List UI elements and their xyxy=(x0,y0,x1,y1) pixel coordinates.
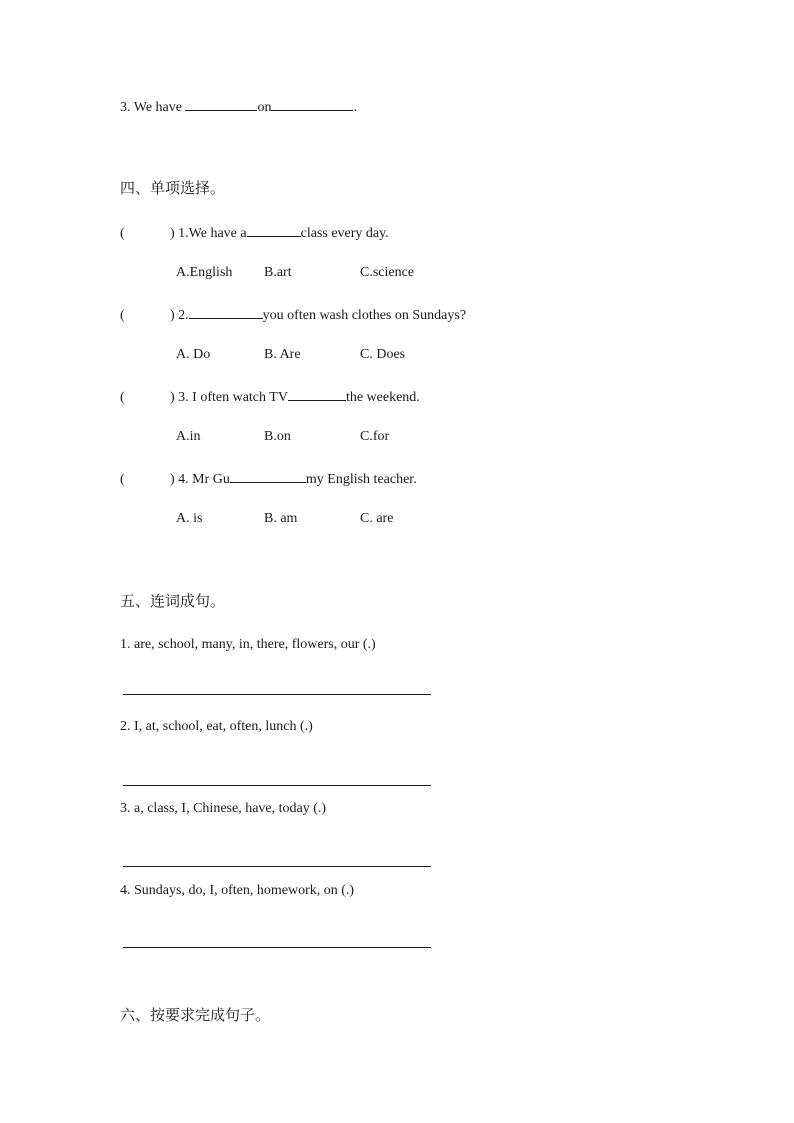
option-b[interactable]: B. am xyxy=(264,511,298,526)
fill-in-prefix: 3. We have xyxy=(120,100,186,115)
choice-question-4 xyxy=(120,469,417,489)
answer-line[interactable] xyxy=(123,785,431,786)
answer-line[interactable] xyxy=(123,866,431,867)
choice-question-3 xyxy=(120,387,420,407)
answer-blank[interactable] xyxy=(230,469,306,483)
question-tail: my English teacher. xyxy=(305,472,417,487)
option-c[interactable]: C. Does xyxy=(360,347,406,362)
option-c[interactable]: C. are xyxy=(360,511,394,526)
fill-in-mid: on xyxy=(257,100,272,115)
word-order-item-4: 4. Sundays, do, I, often, homework, on (.) xyxy=(120,883,355,898)
option-b[interactable]: B. Are xyxy=(264,347,301,362)
answer-line[interactable] xyxy=(123,694,431,695)
option-c[interactable]: C.for xyxy=(360,429,390,444)
option-b[interactable]: B.on xyxy=(264,429,291,444)
choice-question-1 xyxy=(120,223,389,243)
option-b[interactable]: B.art xyxy=(264,265,292,280)
option-a[interactable]: A.English xyxy=(176,265,233,280)
answer-paren-open[interactable]: ( xyxy=(120,226,125,241)
option-c[interactable]: C.science xyxy=(360,265,415,280)
answer-blank[interactable] xyxy=(189,305,263,319)
question-tail: you often wash clothes on Sundays? xyxy=(262,308,467,323)
answer-paren-open[interactable]: ( xyxy=(120,308,125,323)
fill-in-suffix: . xyxy=(353,100,357,115)
question-tail: class every day. xyxy=(300,226,389,241)
word-order-item-2: 2. I, at, school, eat, often, lunch (.) xyxy=(120,719,313,734)
section-heading-complete-sentences: 六、按要求完成句子。 xyxy=(120,1006,271,1024)
fill-in-item-3 xyxy=(120,97,357,117)
answer-blank[interactable] xyxy=(288,387,346,401)
answer-blank[interactable] xyxy=(247,223,301,237)
answer-line[interactable] xyxy=(123,947,431,948)
question-stem: ) 2. xyxy=(170,308,189,323)
answer-blank[interactable] xyxy=(271,97,353,111)
answer-blank[interactable] xyxy=(185,97,257,111)
option-a[interactable]: A. Do xyxy=(176,347,211,362)
choice-question-2 xyxy=(120,305,466,325)
section-heading-sentence-building: 五、连词成句。 xyxy=(120,592,226,610)
option-a[interactable]: A. is xyxy=(176,511,203,526)
question-stem: ) 4. Mr Gu xyxy=(170,472,230,487)
answer-paren-open[interactable]: ( xyxy=(120,390,125,405)
section-heading-multiple-choice: 四、单项选择。 xyxy=(120,179,226,197)
question-tail: the weekend. xyxy=(345,390,420,405)
question-stem: ) 1.We have a xyxy=(170,226,247,241)
word-order-item-1: 1. are, school, many, in, there, flowers, our (.) xyxy=(120,637,376,652)
answer-paren-open[interactable]: ( xyxy=(120,472,125,487)
option-a[interactable]: A.in xyxy=(176,429,201,444)
question-stem: ) 3. I often watch TV xyxy=(170,390,288,405)
word-order-item-3: 3. a, class, I, Chinese, have, today (.) xyxy=(120,801,327,816)
